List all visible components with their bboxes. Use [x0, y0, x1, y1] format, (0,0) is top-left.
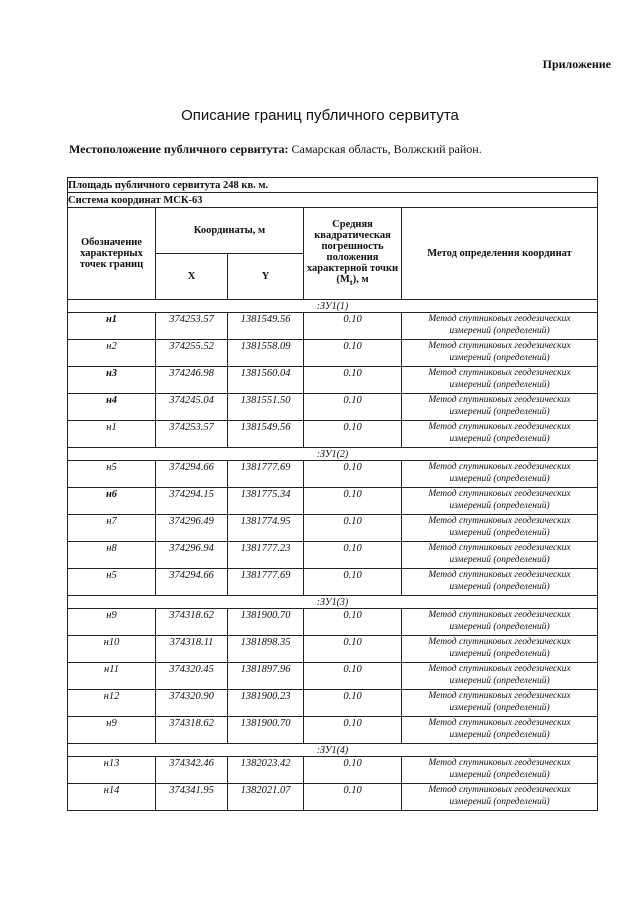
table-row — [68, 609, 598, 636]
point-name: н11 — [68, 663, 156, 690]
coord-y: 1381551.50 — [228, 394, 304, 421]
method-line-1: Метод спутниковых геодезических — [428, 718, 571, 728]
method-line-1: Метод спутниковых геодезических — [428, 489, 571, 499]
point-name: н14 — [68, 784, 156, 811]
method-cell — [402, 340, 598, 367]
location-line — [69, 142, 482, 157]
method-line-1: Метод спутниковых геодезических — [428, 785, 571, 795]
error-value: 0.10 — [304, 757, 402, 784]
error-value: 0.10 — [304, 340, 402, 367]
point-name: н7 — [68, 515, 156, 542]
coord-x: 374342.46 — [156, 757, 228, 784]
coord-x: 374318.11 — [156, 636, 228, 663]
crs-row: Система координат МСК-63 — [68, 193, 598, 208]
method-line-2: измерений (определений) — [449, 582, 550, 592]
method-cell — [402, 636, 598, 663]
coord-x: 374296.94 — [156, 542, 228, 569]
error-value: 0.10 — [304, 784, 402, 811]
method-cell — [402, 690, 598, 717]
coord-y: 1382023.42 — [228, 757, 304, 784]
error-value: 0.10 — [304, 313, 402, 340]
method-cell — [402, 488, 598, 515]
method-line-1: Метод спутниковых геодезических — [428, 637, 571, 647]
area-row: Площадь публичного сервитута 248 кв. м. — [68, 178, 598, 193]
method-cell — [402, 569, 598, 596]
coord-x: 374246.98 — [156, 367, 228, 394]
header-method: Метод определения координат — [402, 208, 598, 300]
location-value: Самарская область, Волжский район. — [288, 142, 482, 156]
method-line-2: измерений (определений) — [449, 770, 550, 780]
method-line-1: Метод спутниковых геодезических — [428, 664, 571, 674]
point-name: н4 — [68, 394, 156, 421]
table-row — [68, 717, 598, 744]
coord-x: 374294.66 — [156, 569, 228, 596]
method-line-1: Метод спутниковых геодезических — [428, 570, 571, 580]
coord-y: 1381549.56 — [228, 421, 304, 448]
method-line-2: измерений (определений) — [449, 474, 550, 484]
coordinates-table — [67, 177, 598, 811]
coord-x: 374320.45 — [156, 663, 228, 690]
method-line-2: измерений (определений) — [449, 407, 550, 417]
group-label: :ЗУ1(3) — [68, 596, 598, 609]
method-cell — [402, 663, 598, 690]
header-error-tail: ), м — [352, 274, 369, 286]
error-value: 0.10 — [304, 609, 402, 636]
method-line-1: Метод спутниковых геодезических — [428, 368, 571, 378]
coord-y: 1381900.23 — [228, 690, 304, 717]
table-row — [68, 757, 598, 784]
method-line-2: измерений (определений) — [449, 353, 550, 363]
point-name: н3 — [68, 367, 156, 394]
point-name: н10 — [68, 636, 156, 663]
coord-y: 1381549.56 — [228, 313, 304, 340]
table-row — [68, 488, 598, 515]
group-label: :ЗУ1(2) — [68, 448, 598, 461]
coord-x: 374318.62 — [156, 717, 228, 744]
coord-x: 374294.15 — [156, 488, 228, 515]
method-line-2: измерений (определений) — [449, 434, 550, 444]
point-name: н5 — [68, 461, 156, 488]
coord-y: 1381774.95 — [228, 515, 304, 542]
method-line-1: Метод спутниковых геодезических — [428, 758, 571, 768]
coord-x: 374318.62 — [156, 609, 228, 636]
error-value: 0.10 — [304, 717, 402, 744]
table-row — [68, 367, 598, 394]
method-line-2: измерений (определений) — [449, 501, 550, 511]
method-line-1: Метод спутниковых геодезических — [428, 341, 571, 351]
coord-y: 1381777.69 — [228, 569, 304, 596]
method-line-1: Метод спутниковых геодезических — [428, 543, 571, 553]
method-line-2: измерений (определений) — [449, 380, 550, 390]
error-value: 0.10 — [304, 542, 402, 569]
point-name: н5 — [68, 569, 156, 596]
error-value: 0.10 — [304, 636, 402, 663]
error-value: 0.10 — [304, 690, 402, 717]
table-row — [68, 784, 598, 811]
error-value: 0.10 — [304, 488, 402, 515]
method-line-1: Метод спутниковых геодезических — [428, 610, 571, 620]
point-name: н1 — [68, 421, 156, 448]
method-line-1: Метод спутниковых геодезических — [428, 516, 571, 526]
method-line-2: измерений (определений) — [449, 326, 550, 336]
method-line-2: измерений (определений) — [449, 676, 550, 686]
method-cell — [402, 757, 598, 784]
method-line-2: измерений (определений) — [449, 797, 550, 807]
coord-y: 1382021.07 — [228, 784, 304, 811]
coord-y: 1381775.34 — [228, 488, 304, 515]
coord-y: 1381897.96 — [228, 663, 304, 690]
point-name: н6 — [68, 488, 156, 515]
coord-x: 374294.66 — [156, 461, 228, 488]
error-value: 0.10 — [304, 461, 402, 488]
method-line-2: измерений (определений) — [449, 730, 550, 740]
table-row — [68, 313, 598, 340]
location-label: Местоположение публичного сервитута: — [69, 142, 289, 156]
method-cell — [402, 394, 598, 421]
header-error — [304, 208, 402, 300]
table-row — [68, 569, 598, 596]
coord-y: 1381898.35 — [228, 636, 304, 663]
method-cell — [402, 421, 598, 448]
coord-y: 1381560.04 — [228, 367, 304, 394]
point-name: н2 — [68, 340, 156, 367]
coord-y: 1381900.70 — [228, 717, 304, 744]
header-error-sub: t — [349, 277, 353, 288]
table-row — [68, 394, 598, 421]
table-row — [68, 515, 598, 542]
coord-x: 374341.95 — [156, 784, 228, 811]
method-line-2: измерений (определений) — [449, 555, 550, 565]
method-cell — [402, 784, 598, 811]
method-cell — [402, 313, 598, 340]
coord-x: 374253.57 — [156, 313, 228, 340]
appendix-label: Приложение — [542, 57, 611, 71]
table-row — [68, 340, 598, 367]
coord-y: 1381900.70 — [228, 609, 304, 636]
coord-x: 374255.52 — [156, 340, 228, 367]
header-x: X — [156, 254, 228, 300]
method-line-1: Метод спутниковых геодезических — [428, 314, 571, 324]
error-value: 0.10 — [304, 515, 402, 542]
header-point: Обозначение характерных точек границ — [68, 208, 156, 300]
error-value: 0.10 — [304, 367, 402, 394]
page-title: Описание границ публичного сервитута — [181, 107, 459, 124]
table-row — [68, 421, 598, 448]
method-cell — [402, 609, 598, 636]
method-cell — [402, 367, 598, 394]
group-label: :ЗУ1(1) — [68, 300, 598, 313]
method-line-1: Метод спутниковых геодезических — [428, 395, 571, 405]
coord-x: 374245.04 — [156, 394, 228, 421]
method-cell — [402, 461, 598, 488]
table-row — [68, 690, 598, 717]
group-label: :ЗУ1(4) — [68, 744, 598, 757]
table-row — [68, 461, 598, 488]
method-line-1: Метод спутниковых геодезических — [428, 422, 571, 432]
error-value: 0.10 — [304, 663, 402, 690]
error-value: 0.10 — [304, 394, 402, 421]
method-line-2: измерений (определений) — [449, 622, 550, 632]
coord-y: 1381777.69 — [228, 461, 304, 488]
coord-x: 374253.57 — [156, 421, 228, 448]
point-name: н1 — [68, 313, 156, 340]
table-row — [68, 542, 598, 569]
error-value: 0.10 — [304, 569, 402, 596]
point-name: н13 — [68, 757, 156, 784]
header-error-text: Средняя квадратическая погрешность положения характерной точки (M — [306, 219, 399, 286]
coord-y: 1381777.23 — [228, 542, 304, 569]
method-line-1: Метод спутниковых геодезических — [428, 691, 571, 701]
header-y: Y — [228, 254, 304, 300]
header-coords: Координаты, м — [156, 208, 304, 254]
coord-x: 374320.90 — [156, 690, 228, 717]
table-row — [68, 663, 598, 690]
method-cell — [402, 515, 598, 542]
method-line-2: измерений (определений) — [449, 649, 550, 659]
method-cell — [402, 717, 598, 744]
method-line-2: измерений (определений) — [449, 528, 550, 538]
method-line-1: Метод спутниковых геодезических — [428, 462, 571, 472]
coord-x: 374296.49 — [156, 515, 228, 542]
point-name: н12 — [68, 690, 156, 717]
table-row — [68, 636, 598, 663]
error-value: 0.10 — [304, 421, 402, 448]
point-name: н9 — [68, 609, 156, 636]
method-cell — [402, 542, 598, 569]
point-name: н8 — [68, 542, 156, 569]
coord-y: 1381558.09 — [228, 340, 304, 367]
method-line-2: измерений (определений) — [449, 703, 550, 713]
point-name: н9 — [68, 717, 156, 744]
